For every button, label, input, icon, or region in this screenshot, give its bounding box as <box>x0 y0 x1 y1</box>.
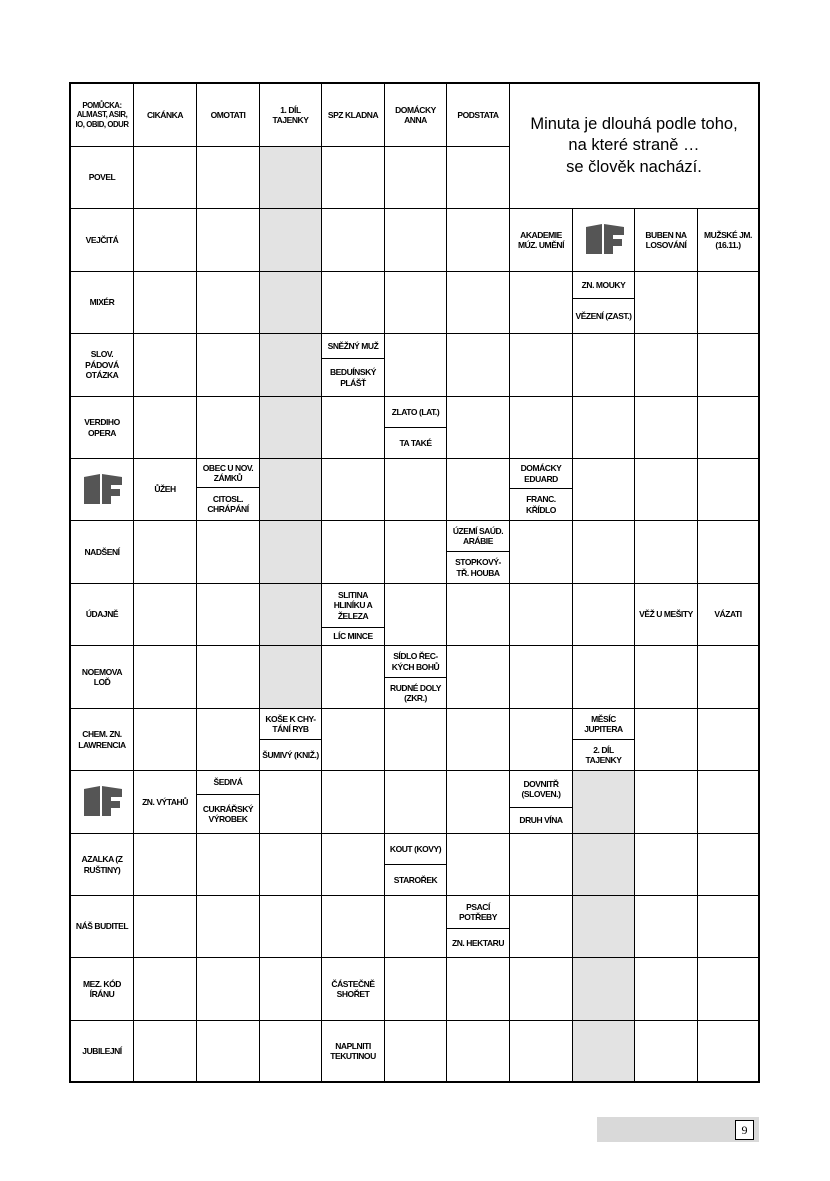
inner-clue: CUKRÁŘSKÝ VÝROBEK <box>197 794 259 833</box>
inner-clue: PSACÍ POTŘEBY <box>447 896 509 928</box>
logo-icon <box>71 459 133 520</box>
inner-clue: DRUH VÍNA <box>510 807 572 833</box>
left-clue: VERDIHO OPERA <box>71 397 133 458</box>
left-clue: MEZ. KÓD ÍRÁNU <box>71 958 133 1020</box>
inner-clue: SÍDLO ŘEC- KÝCH BOHŮ <box>385 646 446 677</box>
top-clue: CIKÁNKA <box>134 84 196 146</box>
inner-clue: MUŽSKÉ JM. (16.11.) <box>698 209 758 271</box>
left-clue: ÚDAJNĚ <box>71 584 133 645</box>
inner-clue: BEDUÍNSKÝ PLÁŠŤ <box>322 358 384 396</box>
page-footer-bar <box>597 1117 759 1142</box>
left-clue: NÁŠ BUDITEL <box>71 896 133 957</box>
inner-clue: VÁZATI <box>698 584 758 645</box>
inner-clue: MĚSÍC JUPITERA <box>573 709 634 739</box>
inner-clue: KOUT (KOVY) <box>385 834 446 864</box>
top-clue: OMOTATI <box>197 84 259 146</box>
top-clue: PODSTATA <box>447 84 509 146</box>
inner-clue: STOPKOVÝ- TŘ. HOUBA <box>447 551 509 583</box>
solution-column-2 <box>572 771 634 1081</box>
proverb-line: na které straně … <box>568 136 700 155</box>
left-clue: NADŠENÍ <box>71 521 133 583</box>
top-clue: SPZ KLADNA <box>322 84 384 146</box>
left-clue: SLOV. PÁDOVÁ OTÁZKA <box>71 334 133 396</box>
inner-clue: ČÁSTEČNĚ SHOŘET <box>322 958 384 1020</box>
inner-clue: CITOSL. CHRÁPÁNÍ <box>197 487 259 520</box>
page-number: 9 <box>735 1120 754 1140</box>
left-clue: JUBILEJNÍ <box>71 1021 133 1081</box>
inner-clue: STAROŘEK <box>385 864 446 895</box>
left-clue: CHEM. ZN. LAWRENCIA <box>71 709 133 770</box>
inner-clue: DOMÁCKY EDUARD <box>510 459 572 488</box>
left-clue: POVEL <box>71 147 133 208</box>
inner-clue: ZLATO (LAT.) <box>385 397 446 427</box>
proverb-line: Minuta je dlouhá podle toho, <box>530 114 738 133</box>
inner-clue: RUDNÉ DOLY (ZKR.) <box>385 677 446 708</box>
inner-clue: VĚŽ U MEŠITY <box>635 584 697 645</box>
solution-column-1 <box>259 147 321 771</box>
logo-icon <box>573 209 634 271</box>
proverb-text <box>510 84 758 208</box>
inner-clue: ŠEDIVÁ <box>197 771 259 794</box>
logo-icon <box>71 771 133 833</box>
inner-clue: TA TAKÉ <box>385 427 446 458</box>
hint-header: POMŮCKA: ALMAST, ASIR, IO, OBID, ODUR <box>71 84 133 146</box>
left-clue: AZALKA (Z RUŠTINY) <box>71 834 133 895</box>
left-clue: MIXÉR <box>71 272 133 333</box>
inner-clue: LÍC MINCE <box>322 627 384 645</box>
crossword-grid <box>69 82 760 1083</box>
inner-clue: OBEC U NOV. ZÁMKŮ <box>197 459 259 487</box>
inner-clue: SLITINA HLINÍKU A ŽELEZA <box>322 584 384 627</box>
inner-clue: ŮŽEH <box>134 459 196 520</box>
left-clue: VEJČITÁ <box>71 209 133 271</box>
inner-clue: AKADEMIE MÚZ. UMĚNÍ <box>510 209 572 271</box>
inner-clue: BUBEN NA LOSOVÁNÍ <box>635 209 697 271</box>
inner-clue: ZN. VÝTAHŮ <box>134 771 196 833</box>
inner-clue: ZN. MOUKY <box>573 272 634 298</box>
inner-clue: SNĚŽNÝ MUŽ <box>322 334 384 358</box>
inner-clue: VĚZENÍ (ZAST.) <box>573 298 634 333</box>
inner-clue: ÚZEMÍ SAÚD. ARÁBIE <box>447 521 509 551</box>
top-clue: 1. DÍL TAJENKY <box>260 84 321 146</box>
inner-clue: 2. DÍL TAJENKY <box>573 739 634 770</box>
inner-clue: FRANC. KŘÍDLO <box>510 488 572 520</box>
left-clue: NOEMOVA LOĎ <box>71 646 133 708</box>
inner-clue: NAPLNITI TEKUTINOU <box>322 1021 384 1081</box>
proverb-line: se člověk nachází. <box>566 157 702 176</box>
inner-clue: DOVNITŘ (SLOVEN.) <box>510 771 572 807</box>
top-clue: DOMÁCKY ANNA <box>385 84 446 146</box>
inner-clue: ZN. HEKTARU <box>447 928 509 957</box>
inner-clue: KOŠE K CHY- TÁNÍ RYB <box>260 709 321 739</box>
inner-clue: ŠUMIVÝ (KNIŽ.) <box>260 739 321 770</box>
